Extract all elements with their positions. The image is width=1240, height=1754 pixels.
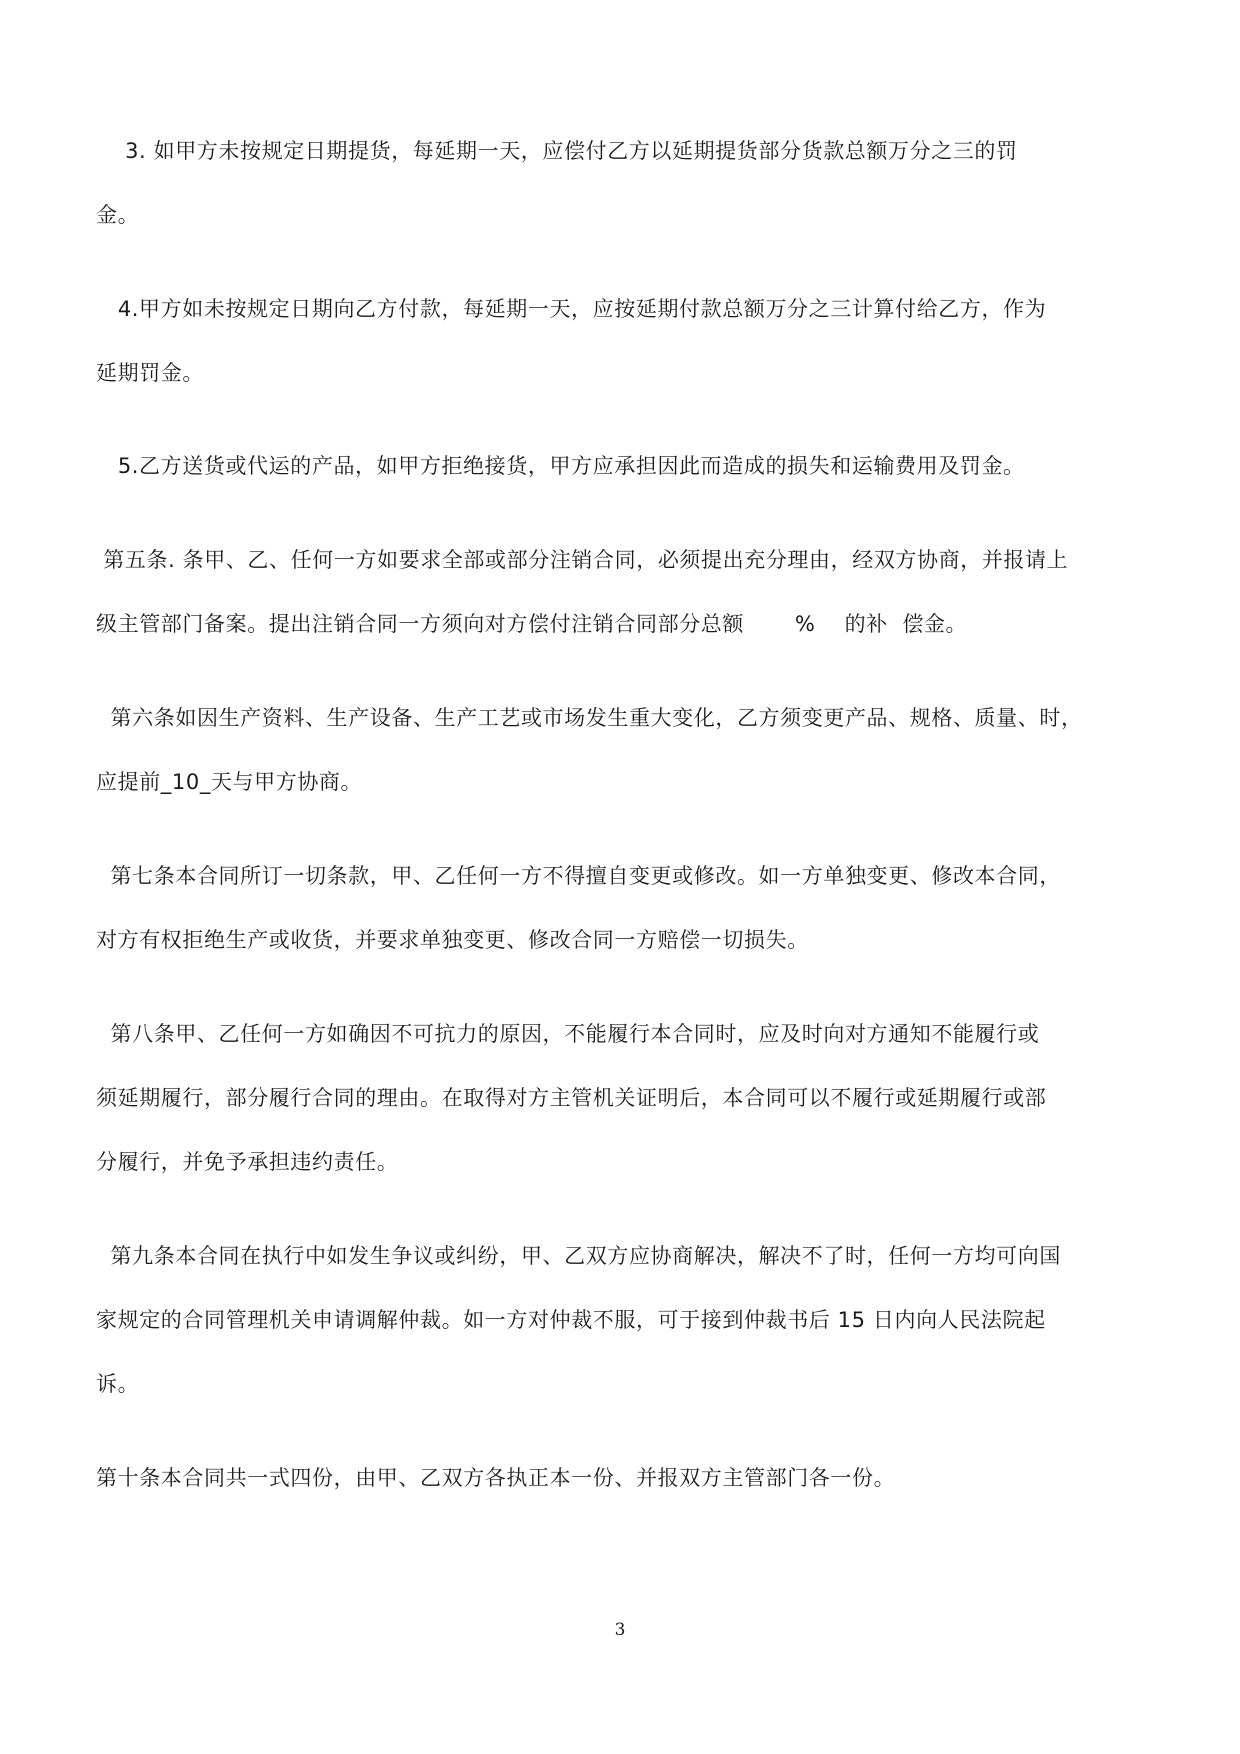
clause-9-line-2: 家规定的合同管理机关申请调解仲裁。如一方对仲裁不服，可于接到仲裁书后 15 日内向人民法院起 (96, 1308, 1046, 1332)
clause-6-line-2: 应提前_10_天与甲方协商。 (96, 770, 363, 794)
paragraph-1-line-2: 金。 (96, 203, 140, 227)
paragraph-3-line-1: 5.乙方送货或代运的产品，如甲方拒绝接货，甲方应承担因此而造成的损失和运输费用及罚金。 (96, 454, 1025, 478)
clause-9-line-1: 第九条本合同在执行中如发生争议或纠纷，甲、乙双方应协商解决，解决不了时，任何一方均可向国 (96, 1244, 1061, 1268)
paragraph-2-line-1: 4.甲方如未按规定日期向乙方付款，每延期一天，应按延期付款总额万分之三计算付给乙方，作为 (96, 297, 1047, 321)
clause-5-line-1: 第五条. 条甲、乙、任何一方如要求全部或部分注销合同，必须提出充分理由，经双方协商，并报请上 (96, 548, 1069, 572)
paragraph-1-line-1: 3. 如甲方未按规定日期提货，每延期一天，应偿付乙方以延期提货部分货款总额万分之三的罚 (96, 139, 1018, 163)
clause-7-line-2: 对方有权拒绝生产或收货，并要求单独变更、修改合同一方赔偿一切损失。 (96, 928, 809, 952)
clause-8-line-1: 第八条甲、乙任何一方如确因不可抗力的原因，不能履行本合同时，应及时向对方通知不能履行或 (96, 1022, 1040, 1046)
clause-8-line-2: 须延期履行，部分履行合同的理由。在取得对方主管机关证明后，本合同可以不履行或延期履行或部 (96, 1086, 1047, 1110)
clause-5-line-2: 级主管部门备案。提出注销合同一方须向对方偿付注销合同部分总额 % 的补 偿金。 (96, 612, 968, 636)
clause-7-line-1: 第七条本合同所订一切条款，甲、乙任何一方不得擅自变更或修改。如一方单独变更、修改本合同， (96, 864, 1061, 888)
page-number: 3 (614, 1620, 626, 1640)
clause-10-line-1: 第十条本合同共一式四份，由甲、乙双方各执正本一份、并报双方主管部门各一份。 (96, 1466, 896, 1490)
clause-8-line-3: 分履行，并免予承担违约责任。 (96, 1150, 399, 1174)
clause-9-line-3: 诉。 (96, 1372, 140, 1396)
paragraph-2-line-2: 延期罚金。 (96, 361, 204, 385)
clause-6-line-1: 第六条如因生产资料、生产设备、生产工艺或市场发生重大变化，乙方须变更产品、规格、质量、时， (96, 706, 1083, 730)
